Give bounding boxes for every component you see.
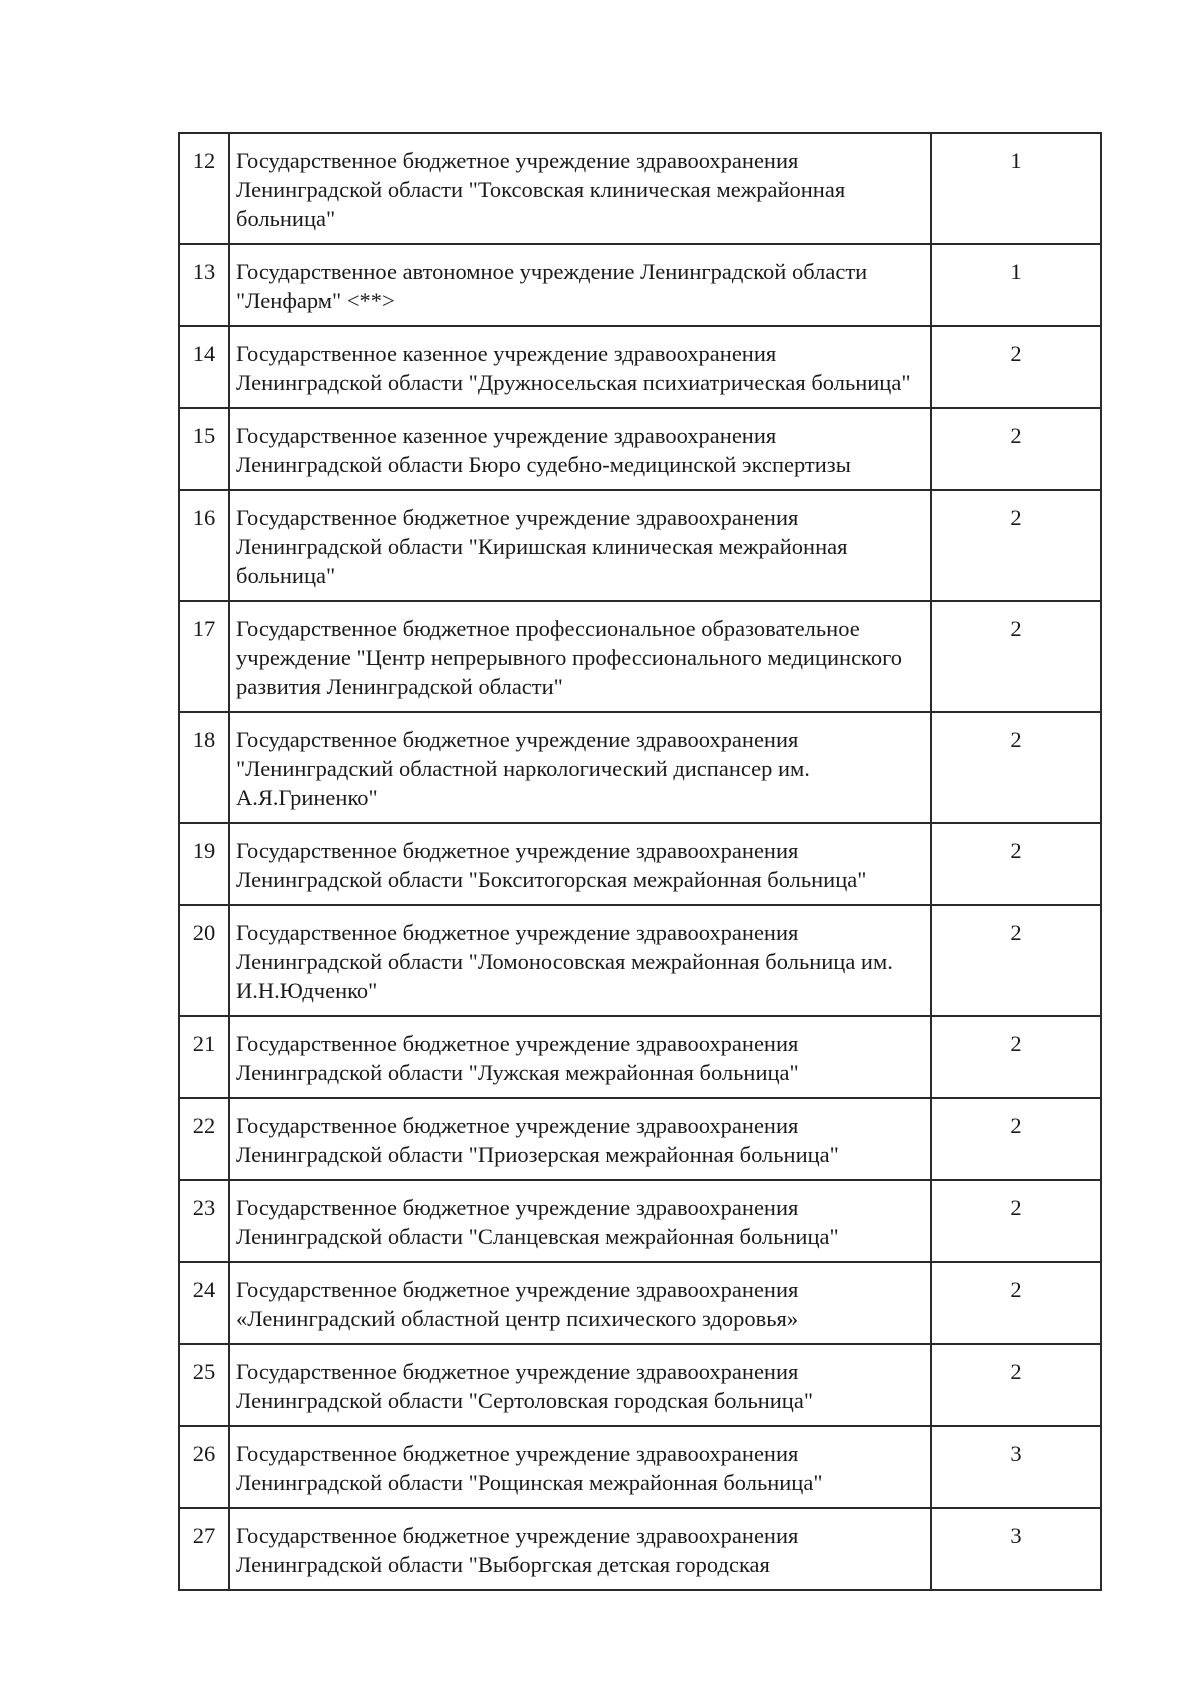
row-number: 25 xyxy=(179,1344,229,1426)
category-value: 1 xyxy=(931,244,1101,326)
row-number: 26 xyxy=(179,1426,229,1508)
institution-name: Государственное бюджетное учреждение здравоохранения Ленинградской области "Бокситогорская межрайонная больница" xyxy=(229,823,931,905)
row-number: 13 xyxy=(179,244,229,326)
row-number: 14 xyxy=(179,326,229,408)
row-number: 15 xyxy=(179,408,229,490)
category-value: 2 xyxy=(931,1098,1101,1180)
table-row xyxy=(179,1016,1101,1098)
table-row xyxy=(179,1180,1101,1262)
institution-name: Государственное бюджетное учреждение здравоохранения Ленинградской области "Лужская межрайонная больница" xyxy=(229,1016,931,1098)
row-number: 21 xyxy=(179,1016,229,1098)
institution-name: Государственное казенное учреждение здравоохранения Ленинградской области "Дружносельская психиатрическая больница" xyxy=(229,326,931,408)
institution-name: Государственное бюджетное учреждение здравоохранения Ленинградской области "Сертоловская городская больница" xyxy=(229,1344,931,1426)
category-value: 2 xyxy=(931,1344,1101,1426)
category-value: 2 xyxy=(931,823,1101,905)
category-value: 2 xyxy=(931,1180,1101,1262)
category-value: 2 xyxy=(931,712,1101,823)
institution-name: Государственное бюджетное учреждение здравоохранения "Ленинградский областной наркологический диспансер им. А.Я.Гриненко" xyxy=(229,712,931,823)
institution-name: Государственное автономное учреждение Ленинградской области "Ленфарм" <**> xyxy=(229,244,931,326)
row-number: 24 xyxy=(179,1262,229,1344)
table-row xyxy=(179,1508,1101,1590)
institution-name: Государственное бюджетное учреждение здравоохранения Ленинградской области "Токсовская клиническая межрайонная больница" xyxy=(229,133,931,244)
category-value: 3 xyxy=(931,1426,1101,1508)
institution-name: Государственное бюджетное учреждение здравоохранения Ленинградской области "Ломоносовская межрайонная больница им. И.Н.Юдченко" xyxy=(229,905,931,1016)
institution-name: Государственное бюджетное учреждение здравоохранения Ленинградской области "Сланцевская межрайонная больница" xyxy=(229,1180,931,1262)
category-value: 2 xyxy=(931,1262,1101,1344)
category-value: 1 xyxy=(931,133,1101,244)
row-number: 16 xyxy=(179,490,229,601)
institution-name: Государственное казенное учреждение здравоохранения Ленинградской области Бюро судебно-медицинской экспертизы xyxy=(229,408,931,490)
institution-name: Государственное бюджетное учреждение здравоохранения Ленинградской области "Рощинская межрайонная больница" xyxy=(229,1426,931,1508)
table-row xyxy=(179,905,1101,1016)
table-row xyxy=(179,1426,1101,1508)
institution-name: Государственное бюджетное профессиональное образовательное учреждение "Центр непрерывного профессионального медицинского развития Ленинградской области" xyxy=(229,601,931,712)
institution-name: Государственное бюджетное учреждение здравоохранения Ленинградской области "Киришская клиническая межрайонная больница" xyxy=(229,490,931,601)
institution-name: Государственное бюджетное учреждение здравоохранения Ленинградской области "Выборгская детская городская xyxy=(229,1508,931,1590)
table-row xyxy=(179,490,1101,601)
row-number: 19 xyxy=(179,823,229,905)
row-number: 22 xyxy=(179,1098,229,1180)
table-row xyxy=(179,326,1101,408)
table-row xyxy=(179,408,1101,490)
table-row xyxy=(179,823,1101,905)
category-value: 2 xyxy=(931,601,1101,712)
category-value: 2 xyxy=(931,490,1101,601)
category-value: 2 xyxy=(931,408,1101,490)
institution-name: Государственное бюджетное учреждение здравоохранения Ленинградской области "Приозерская межрайонная больница" xyxy=(229,1098,931,1180)
table-row xyxy=(179,1344,1101,1426)
category-value: 2 xyxy=(931,905,1101,1016)
institutions-table-body xyxy=(179,133,1101,1590)
row-number: 27 xyxy=(179,1508,229,1590)
category-value: 2 xyxy=(931,1016,1101,1098)
table-row xyxy=(179,133,1101,244)
table-row xyxy=(179,244,1101,326)
table-row xyxy=(179,1262,1101,1344)
category-value: 2 xyxy=(931,326,1101,408)
row-number: 17 xyxy=(179,601,229,712)
table-row xyxy=(179,712,1101,823)
row-number: 12 xyxy=(179,133,229,244)
row-number: 18 xyxy=(179,712,229,823)
row-number: 20 xyxy=(179,905,229,1016)
table-row xyxy=(179,1098,1101,1180)
row-number: 23 xyxy=(179,1180,229,1262)
institution-name: Государственное бюджетное учреждение здравоохранения «Ленинградский областной центр психического здоровья» xyxy=(229,1262,931,1344)
institutions-table xyxy=(178,132,1102,1591)
category-value: 3 xyxy=(931,1508,1101,1590)
table-row xyxy=(179,601,1101,712)
